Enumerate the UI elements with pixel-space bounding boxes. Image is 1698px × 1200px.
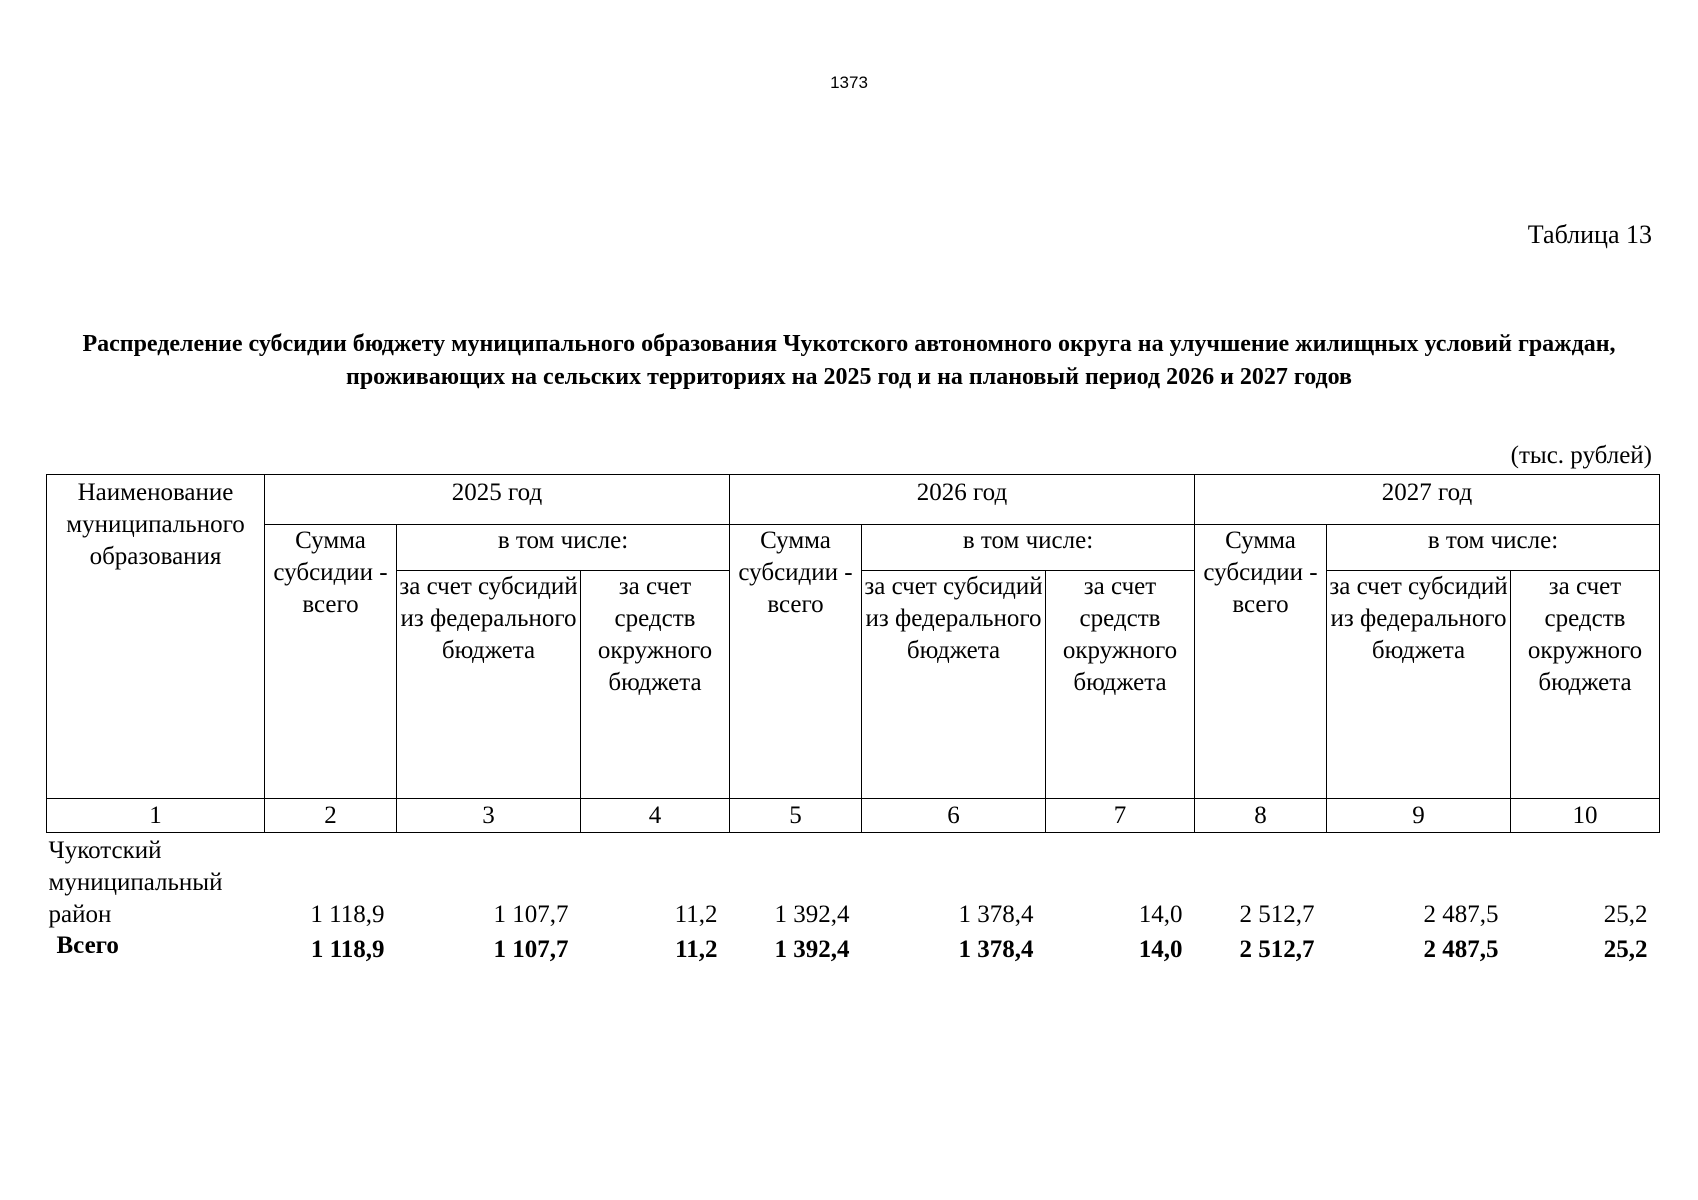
column-number: 3 [397, 799, 581, 833]
total-row [47, 931, 1660, 969]
header-total-2025: Сумма субсидии - всего [265, 525, 397, 799]
header-including-2027: в том числе: [1327, 525, 1660, 571]
total-value-cell: 2 512,7 [1239, 936, 1315, 963]
subsidy-table [46, 474, 1660, 969]
value-cell: 2 512,7 [1239, 901, 1315, 928]
value-cell: 25,2 [1603, 901, 1648, 928]
header-year-2025: 2025 год [265, 475, 730, 525]
value-cell: 1 378,4 [958, 901, 1034, 928]
header-municipality: Наименование муниципального образования [47, 475, 265, 799]
page-number: 1373 [830, 73, 868, 92]
total-value-cell: 1 107,7 [493, 936, 569, 963]
column-number: 4 [581, 799, 730, 833]
total-value-cell: 1 378,4 [958, 936, 1034, 963]
header-including-2026: в том числе: [862, 525, 1195, 571]
total-value-cell: 14,0 [1138, 936, 1183, 963]
column-number: 1 [47, 799, 265, 833]
column-number: 9 [1327, 799, 1511, 833]
column-number: 10 [1511, 799, 1660, 833]
municipality-name: Чукотский муниципальный район [48, 837, 223, 928]
document-title: Распределение субсидии бюджету муниципального образования Чукотского автономного округа на улучшение жилищных условий граждан, проживающих на сельских территориях на 2025 год и на плановый период 2026 и 2027 годов [82, 331, 1616, 390]
total-value-cell: 25,2 [1603, 936, 1648, 963]
header-federal-2027: за счет субсидий из федерального бюджета [1327, 571, 1511, 799]
header-year-2027: 2027 год [1195, 475, 1660, 525]
value-cell: 1 118,9 [310, 901, 385, 928]
value-cell: 2 487,5 [1423, 901, 1499, 928]
total-value-cell: 11,2 [675, 936, 718, 963]
column-number: 6 [862, 799, 1046, 833]
column-number: 8 [1195, 799, 1327, 833]
header-regional-2026: за счет средств окружного бюджета [1046, 571, 1195, 799]
units-label: (тыс. рублей) [1510, 442, 1652, 469]
header-federal-2025: за счет субсидий из федерального бюджета [397, 571, 581, 799]
table-row [47, 833, 1660, 932]
column-number: 2 [265, 799, 397, 833]
total-label: Всего [56, 932, 119, 959]
total-value-cell: 1 118,9 [310, 936, 385, 963]
value-cell: 14,0 [1138, 901, 1183, 928]
header-total-2027: Сумма субсидии - всего [1195, 525, 1327, 799]
total-value-cell: 2 487,5 [1423, 936, 1499, 963]
header-total-2026: Сумма субсидии - всего [730, 525, 862, 799]
value-cell: 11,2 [674, 901, 718, 928]
header-federal-2026: за счет субсидий из федерального бюджета [862, 571, 1046, 799]
value-cell: 1 107,7 [493, 901, 569, 928]
header-year-2026: 2026 год [730, 475, 1195, 525]
total-value-cell: 1 392,4 [774, 936, 850, 963]
value-cell: 1 392,4 [774, 901, 850, 928]
column-number: 7 [1046, 799, 1195, 833]
header-regional-2025: за счет средств окружного бюджета [581, 571, 730, 799]
header-regional-2027: за счет средств окружного бюджета [1511, 571, 1660, 799]
table-label: Таблица 13 [1527, 220, 1652, 249]
header-including-2025: в том числе: [397, 525, 730, 571]
column-number: 5 [730, 799, 862, 833]
